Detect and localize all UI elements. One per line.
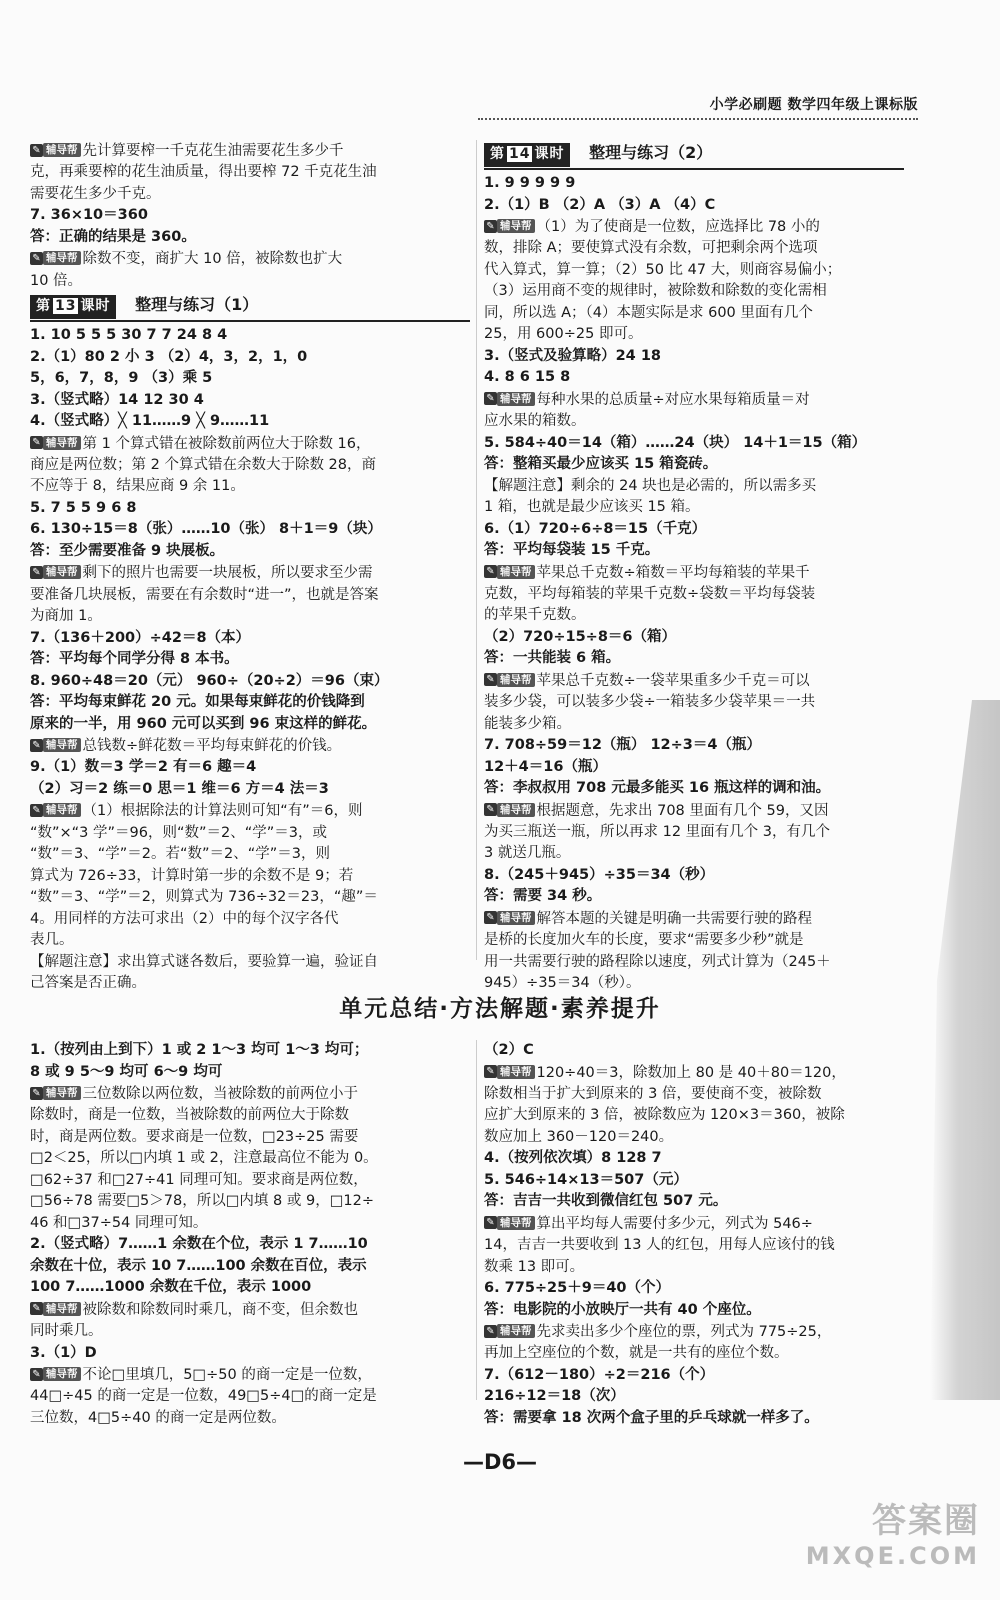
line-text: （3）运用商不变的规律时，被除数和除数的变化需相 — [484, 283, 827, 300]
answer-line — [30, 628, 470, 650]
tutor-icon: ✎ — [30, 1087, 43, 1100]
answer-line — [484, 367, 904, 389]
text-line — [484, 1105, 904, 1127]
line-text: 用一共需要行驶的路程除以速度，列式计算为（245＋ — [484, 953, 831, 970]
text-line — [30, 606, 470, 628]
hint-line — [30, 140, 470, 162]
line-text: 3.（竖式及验算略）24 18 — [484, 347, 662, 364]
line-text: 6. 130÷15＝8（张）……10（张） 8＋1＝9（块） — [30, 521, 382, 538]
answer-line — [30, 1062, 470, 1084]
line-text: 数，排除 A；要使算式没有余数，可把剩余两个选项 — [484, 240, 818, 257]
column-divider-top — [476, 140, 477, 960]
tutor-icon: ✎ — [30, 144, 43, 157]
watermark-line1: 答案圈 — [872, 1501, 980, 1541]
line-text: 8.（245＋945）÷35＝34（秒） — [484, 866, 715, 883]
answer-line — [484, 865, 904, 887]
line-text: 要准备几块展板，需要在有余数时“进一”，也就是答案 — [30, 586, 379, 603]
tutor-badge-label: 辅导帮 — [497, 392, 535, 406]
answer-line — [484, 346, 904, 368]
text-line — [484, 605, 904, 627]
answer-line — [484, 735, 904, 757]
line-text: 是桥的长度加火车的长度，要求“需要多少秒”就是 — [484, 932, 804, 948]
text-line — [484, 1084, 904, 1106]
hint-line — [484, 908, 904, 930]
header-title: 小学必刷题 数学四年级上课标版 — [709, 97, 918, 113]
line-text: 3.（1）D — [30, 1344, 97, 1361]
tutor-icon: ✎ — [30, 1368, 43, 1381]
line-text: 不论□里填几，5□÷50 的商一定是一位数， — [82, 1366, 372, 1383]
text-line — [484, 843, 904, 865]
line-text: 代入算式，算一算；（2）50 比 47 大，则商容易偏小； — [484, 261, 842, 278]
tutor-icon: ✎ — [30, 566, 43, 579]
line-text: 3 就送几瓶。 — [484, 845, 571, 862]
answer-line — [30, 692, 470, 714]
text-line — [30, 887, 470, 909]
line-text: 为商加 1。 — [30, 608, 102, 624]
tutor-badge-label: 辅导帮 — [43, 143, 81, 157]
answer-line — [30, 779, 470, 801]
line-text: 945）÷35＝34（秒）。 — [484, 975, 641, 991]
line-text: 解答本题的关键是明确一共需要行驶的路程 — [536, 910, 812, 927]
answer-line — [30, 390, 470, 412]
text-line — [30, 1170, 470, 1192]
line-text: 6. 775÷25＋9＝40（个） — [484, 1280, 671, 1296]
line-text: 6.（1）720÷6÷8＝15（千克） — [484, 520, 707, 537]
text-line — [30, 455, 470, 477]
tutor-badge — [484, 670, 535, 692]
watermark-logo — [806, 1493, 980, 1570]
line-text: 4. 8 6 15 8 — [484, 369, 571, 386]
line-text: 5. 546÷14×13＝507（元） — [484, 1171, 688, 1188]
line-text: 算出平均每人需要付多少元，列式为 546÷ — [536, 1215, 813, 1232]
line-text: 己答案是否正确。 — [30, 975, 146, 991]
line-text: 总钱数÷鲜花数＝平均每束鲜花的价钱。 — [82, 737, 342, 754]
line-text: 1.（按列由上到下）1 或 2 1～3 均可 1～3 均可； — [30, 1042, 369, 1058]
answer-line — [30, 519, 470, 541]
tutor-badge — [30, 433, 81, 455]
answer-line — [484, 195, 904, 217]
hint-line — [30, 1083, 470, 1105]
line-text: 根据题意，先求出 708 里面有几个 59，又因 — [536, 802, 829, 819]
answer-line — [30, 1343, 470, 1365]
line-text: 先求卖出多少个座位的票，列式为 775÷25， — [536, 1323, 832, 1340]
hint-line — [30, 248, 470, 270]
left-col-lines-b — [30, 325, 470, 995]
line-text: 答：吉吉一共收到微信红包 507 元。 — [484, 1193, 728, 1210]
line-text: 100 7……1000 余数在千位，表示 1000 — [30, 1279, 312, 1296]
answer-line — [484, 173, 904, 195]
line-text: 商应是两位数；第 2 个算式错在余数大于除数 28，商 — [30, 456, 377, 473]
line-text: 7.（136＋200）÷42＝8（本） — [30, 629, 251, 646]
line-text: □62÷37 和□27÷41 同理可知。要求商是两位数， — [30, 1171, 368, 1188]
line-text: 7. 708÷59＝12（瓶） 12÷3＝4（瓶） — [484, 737, 761, 753]
text-line — [484, 930, 904, 952]
left-column — [30, 140, 470, 995]
answer-line — [484, 1148, 904, 1170]
tutor-badge-label: 辅导帮 — [497, 1065, 535, 1079]
text-line — [484, 1257, 904, 1279]
answer-line — [30, 498, 470, 520]
line-text: 苹果总千克数÷箱数＝平均每箱装的苹果千 — [536, 564, 810, 581]
text-line — [30, 1213, 470, 1235]
line-text: 答：平均每束鲜花 20 元。如果每束鲜花的价钱降到 — [30, 694, 365, 710]
tutor-icon: ✎ — [484, 1216, 497, 1229]
line-text: 剩下的照片也需要一块展板，所以要求至少需 — [82, 565, 373, 581]
line-text: 为买三瓶送一瓶，所以再求 12 里面有几个 3，有几个 — [484, 823, 831, 840]
lesson-13-title: 整理与练习（1） — [135, 295, 259, 314]
text-line — [30, 1386, 470, 1408]
answer-line — [30, 671, 470, 693]
line-text: 4。用同样的方法可求出（2）中的每个汉字各代 — [30, 910, 339, 927]
line-text: 能装多少箱。 — [484, 715, 571, 732]
line-text: 应扩大到原来的 3 倍，被除数应为 120×3＝360，被除 — [484, 1107, 845, 1124]
answer-line — [484, 648, 904, 670]
right-col-lines — [484, 173, 904, 995]
bottom-right-column — [484, 1040, 904, 1429]
tutor-badge-label: 辅导帮 — [497, 1216, 535, 1230]
line-text: 216÷12＝18（次） — [484, 1388, 625, 1405]
answer-line — [484, 1278, 904, 1300]
tutor-badge — [30, 1083, 81, 1105]
lesson-14-header — [484, 142, 904, 170]
tutor-badge — [484, 562, 535, 584]
tutor-badge-label: 辅导帮 — [43, 436, 81, 450]
answer-line — [484, 1300, 904, 1322]
lesson-13-header — [30, 294, 470, 322]
line-text: 先计算要榨一千克花生油需要花生多少千 — [82, 142, 344, 159]
line-text: 【解题注意】求出算式谜各数后，要验算一遍，验证自 — [30, 953, 378, 970]
tutor-badge-label: 辅导帮 — [497, 911, 535, 925]
hint-line — [30, 735, 470, 757]
hint-line — [484, 800, 904, 822]
answer-line — [484, 1170, 904, 1192]
line-text: 苹果总千克数÷一袋苹果重多少千克＝可以 — [536, 672, 810, 689]
tutor-icon: ✎ — [484, 392, 497, 405]
tutor-icon: ✎ — [484, 1325, 497, 1338]
text-line — [30, 1105, 470, 1127]
hint-line — [484, 1321, 904, 1343]
tutor-badge — [30, 735, 81, 757]
text-line — [30, 844, 470, 866]
line-text: 1. 10 5 5 5 30 7 7 24 8 4 — [30, 327, 228, 343]
line-text: 10 倍。 — [30, 272, 83, 289]
line-text: 4.（按列依次填）8 128 7 — [484, 1150, 662, 1167]
line-text: 2.（1）80 2 小 3 （2）4，3，2，1，0 — [30, 348, 308, 365]
answer-line — [484, 757, 904, 779]
line-text: 答：一共能装 6 箱。 — [484, 650, 621, 667]
text-line — [484, 260, 904, 282]
line-text: （2）720÷15÷8＝6（箱） — [484, 628, 677, 645]
page-number: —D6— — [462, 1450, 538, 1474]
tutor-badge-label: 辅导帮 — [497, 803, 535, 817]
text-line — [484, 476, 904, 498]
line-text: 三位数，4□5÷40 的商一定是两位数。 — [30, 1409, 286, 1426]
line-text: 除数相当于扩大到原来的 3 倍，要使商不变，被除数 — [484, 1085, 822, 1102]
text-line — [30, 1127, 470, 1149]
line-text: 克数，平均每箱装的苹果千克数÷袋数＝平均每袋装 — [484, 585, 816, 602]
answer-line — [30, 227, 470, 249]
line-text: 答：李叔叔用 708 元最多能买 16 瓶这样的调和油。 — [484, 780, 831, 796]
answer-line — [30, 1040, 470, 1062]
tutor-badge — [30, 140, 81, 162]
answer-line — [30, 347, 470, 369]
line-text: 数应加上 360－120＝240。 — [484, 1128, 674, 1145]
line-text: 8 或 9 5～9 均可 6～9 均可 — [30, 1063, 223, 1080]
hint-line — [30, 1364, 470, 1386]
text-line — [484, 1127, 904, 1149]
tutor-icon: ✎ — [30, 1302, 43, 1315]
text-line — [30, 930, 470, 952]
line-text: 25，用 600÷25 即可。 — [484, 326, 643, 343]
text-line — [30, 952, 470, 974]
line-text: 答：需要拿 18 次两个盒子里的乒乓球就一样多了。 — [484, 1409, 819, 1426]
tutor-icon: ✎ — [30, 436, 43, 449]
section-title: 单元总结·方法解题·素养提升 — [339, 996, 661, 1022]
bottom-left-column — [30, 1040, 470, 1429]
tutor-badge — [484, 1213, 535, 1235]
tutor-badge — [484, 908, 535, 930]
line-text: 7. 36×10＝360 — [30, 207, 148, 224]
tutor-icon: ✎ — [484, 1065, 497, 1078]
hint-line — [484, 670, 904, 692]
header-dotted-rule — [478, 118, 918, 120]
answer-line — [30, 714, 470, 736]
line-text: 2.（1）B （2）A （3）A （4）C — [484, 196, 716, 213]
tutor-badge — [30, 800, 81, 822]
line-text: “数”＝3、“学”＝2。若“数”＝2、“学”＝3，则 — [30, 846, 330, 862]
line-text: 克，再乘要榨的花生油质量，得出要榨 72 千克花生油 — [30, 164, 377, 181]
answer-line — [484, 454, 904, 476]
answer-line — [30, 325, 470, 347]
answer-line — [484, 1191, 904, 1213]
answer-line — [30, 205, 470, 227]
hint-line — [30, 433, 470, 455]
answer-line — [30, 757, 470, 779]
tutor-badge-label: 辅导帮 — [43, 1086, 81, 1100]
line-text: □56÷78 需要□5＞78，所以□内填 8 或 9，□12÷ — [30, 1193, 375, 1210]
hint-line — [484, 389, 904, 411]
answer-line — [30, 1256, 470, 1278]
left-col-lines-a — [30, 140, 470, 292]
tutor-badge-label: 辅导帮 — [43, 1367, 81, 1381]
text-line — [484, 584, 904, 606]
tutor-icon: ✎ — [484, 803, 497, 816]
text-line — [30, 271, 470, 293]
line-text: 的苹果千克数。 — [484, 607, 586, 624]
hint-line — [30, 562, 470, 584]
line-text: 第 1 个算式错在被除数前两位大于除数 16， — [82, 435, 371, 452]
line-text: 原来的一半，用 960 元可以买到 96 束这样的鲜花。 — [30, 715, 377, 732]
tutor-badge-label: 辅导帮 — [43, 738, 81, 752]
line-text: 9.（1）数＝3 学＝2 有＝6 趣＝4 — [30, 759, 257, 776]
answer-line — [484, 627, 904, 649]
lesson-13-tag: 第 13 课时 — [30, 295, 116, 319]
tutor-icon: ✎ — [484, 565, 497, 578]
tutor-badge — [484, 1062, 535, 1084]
edge-decoration — [930, 700, 1000, 1400]
tutor-badge — [30, 1299, 81, 1321]
line-text: 答：平均每个同学分得 8 本书。 — [30, 651, 239, 667]
line-text: 数乘 13 即可。 — [484, 1258, 585, 1275]
text-line — [30, 1191, 470, 1213]
line-text: 答：平均每袋装 15 千克。 — [484, 542, 660, 558]
tutor-badge-label: 辅导帮 — [43, 803, 81, 817]
line-text: （2）C — [484, 1042, 534, 1058]
line-text: 同，所以选 A；（4）本题实际是求 600 里面有几个 — [484, 304, 813, 321]
tutor-icon: ✎ — [484, 673, 497, 686]
line-text: 答：至少需要准备 9 块展板。 — [30, 542, 225, 559]
line-text: 除数时，商是一位数，当被除数的前两位大于除数 — [30, 1107, 349, 1124]
line-text: （2）习＝2 练＝0 思＝1 维＝6 方＝4 法＝3 — [30, 780, 329, 797]
hint-line — [484, 216, 904, 238]
hint-line — [484, 1062, 904, 1084]
text-line — [30, 823, 470, 845]
text-line — [30, 162, 470, 184]
text-line — [484, 324, 904, 346]
line-text: 算式为 726÷33，计算时第一步的余数不是 9；若 — [30, 867, 354, 884]
lesson-14-tag: 第 14 课时 — [484, 143, 570, 167]
answer-line — [30, 411, 470, 433]
right-column — [484, 140, 904, 995]
tutor-icon: ✎ — [30, 252, 43, 265]
answer-line — [30, 541, 470, 563]
text-line — [484, 714, 904, 736]
line-text: 答：电影院的小放映厅一共有 40 个座位。 — [484, 1301, 761, 1318]
line-text: 应水果的箱数。 — [484, 413, 586, 429]
answer-line — [484, 1386, 904, 1408]
line-text: 5，6，7，8，9 （3）乘 5 — [30, 370, 213, 386]
text-line — [484, 1235, 904, 1257]
line-text: “数”＝3、“学”＝2，则算式为 736÷32＝23，“趣”＝ — [30, 889, 378, 905]
line-text: 12＋4＝16（瓶） — [484, 758, 607, 775]
line-text: 答：正确的结果是 360。 — [30, 228, 196, 245]
text-line — [30, 585, 470, 607]
tutor-badge-label: 辅导帮 — [497, 1324, 535, 1338]
line-text: 表几。 — [30, 932, 74, 948]
tutor-badge — [30, 1364, 81, 1386]
line-text: 3.（竖式略）14 12 30 4 — [30, 391, 204, 408]
line-text: 答：整箱买最少应该买 15 箱瓷砖。 — [484, 456, 718, 472]
answer-line — [484, 1365, 904, 1387]
lesson-14-title: 整理与练习（2） — [589, 143, 713, 162]
hint-line — [484, 562, 904, 584]
text-line — [484, 822, 904, 844]
tutor-badge-label: 辅导帮 — [497, 219, 535, 233]
line-text: 同时乘几。 — [30, 1323, 103, 1339]
text-line — [484, 238, 904, 260]
line-text: 三位数除以两位数，当被除数的前两位小于 — [82, 1085, 358, 1102]
text-line — [484, 281, 904, 303]
line-text: 除数不变，商扩大 10 倍，被除数也扩大 — [82, 251, 343, 267]
line-text: 被除数和除数同时乘几，商不变，但余数也 — [82, 1301, 358, 1318]
line-text: “数”×“3 学”＝96，则“数”＝2、“学”＝3，或 — [30, 824, 327, 841]
text-line — [30, 476, 470, 498]
answer-line — [484, 540, 904, 562]
line-text: 120÷40＝3，除数加上 80 是 40＋80＝120， — [536, 1064, 846, 1081]
hint-line — [30, 1299, 470, 1321]
line-text: 46 和□37÷54 同理可知。 — [30, 1214, 208, 1231]
answer-line — [484, 519, 904, 541]
answer-line — [484, 433, 904, 455]
text-line — [484, 952, 904, 974]
line-text: 5. 584÷40＝14（箱）……24（块） 14＋1＝15（箱） — [484, 434, 867, 451]
answer-line — [30, 1277, 470, 1299]
text-line — [484, 692, 904, 714]
answer-line — [484, 1040, 904, 1062]
line-text: 装多少袋，可以装多少袋÷一箱装多少袋苹果＝一共 — [484, 694, 816, 710]
tutor-badge-label: 辅导帮 — [43, 565, 81, 579]
text-line — [484, 1343, 904, 1365]
text-line — [30, 866, 470, 888]
tutor-badge-label: 辅导帮 — [43, 251, 81, 265]
line-text: 再加上空座位的个数，就是一共有的座位个数。 — [484, 1345, 789, 1362]
line-text: 1. 9 9 9 9 9 — [484, 175, 576, 191]
text-line — [484, 497, 904, 519]
text-line — [484, 303, 904, 325]
line-text: 不应等于 8，结果应商 9 余 11。 — [30, 478, 245, 495]
line-text: 【解题注意】剩余的 24 块也是必需的，所以需多买 — [484, 477, 817, 494]
tutor-badge-label: 辅导帮 — [497, 565, 535, 579]
answer-line — [30, 649, 470, 671]
text-line — [30, 1321, 470, 1343]
line-text: 2.（竖式略）7……1 余数在个位，表示 1 7……10 — [30, 1236, 368, 1253]
text-line — [30, 1408, 470, 1430]
line-text: 1 箱，也就是最少应该买 15 箱。 — [484, 499, 700, 515]
line-text: 余数在十位，表示 10 7……100 余数在百位，表示 — [30, 1257, 367, 1274]
line-text: 时，商是两位数。要求商是一位数，□23÷25 需要 — [30, 1128, 359, 1145]
line-text: 每种水果的总质量÷对应水果每箱质量＝对 — [536, 391, 810, 408]
line-text: 4.（竖式略）╳ 11……9 ╳ 9……11 — [30, 413, 270, 429]
tutor-badge-label: 辅导帮 — [43, 1302, 81, 1316]
line-text: （1）根据除法的计算法则可知“有”＝6，则 — [82, 803, 363, 819]
line-text: 8. 960÷48＝20（元） 960÷（20÷2）＝96（束） — [30, 672, 389, 689]
tutor-badge — [484, 389, 535, 411]
tutor-badge-label: 辅导帮 — [497, 673, 535, 687]
answer-line — [484, 886, 904, 908]
line-text: 7.（612－180）÷2＝216（个） — [484, 1366, 715, 1383]
line-text: 5. 7 5 5 9 6 8 — [30, 499, 137, 516]
watermark-line2: MXQE.COM — [805, 1542, 980, 1570]
text-line — [30, 1148, 470, 1170]
tutor-badge — [30, 562, 81, 584]
tutor-badge — [484, 1321, 535, 1343]
answer-line — [484, 1408, 904, 1430]
tutor-icon: ✎ — [30, 804, 43, 817]
tutor-icon: ✎ — [484, 220, 497, 233]
tutor-icon: ✎ — [30, 739, 43, 752]
column-divider-bottom — [476, 1040, 477, 1400]
line-text: 44□÷45 的商一定是一位数，49□5÷4□的商一定是 — [30, 1388, 377, 1405]
hint-line — [484, 1213, 904, 1235]
text-line — [30, 184, 470, 206]
line-text: □2＜25，所以□内填 1 或 2，注意最高位不能为 0。 — [30, 1150, 378, 1167]
answer-line — [484, 778, 904, 800]
line-text: 需要花生多少千克。 — [30, 185, 161, 202]
line-text: 答：需要 34 秒。 — [484, 888, 602, 905]
hint-line — [30, 800, 470, 822]
line-text: （1）为了使商是一位数，应选择比 78 小的 — [536, 218, 820, 235]
tutor-icon: ✎ — [484, 911, 497, 924]
tutor-badge — [484, 216, 535, 238]
answer-line — [30, 1234, 470, 1256]
line-text: 14，吉吉一共要收到 13 人的红包，用每人应该付的钱 — [484, 1237, 835, 1253]
tutor-badge — [484, 800, 535, 822]
text-line — [484, 411, 904, 433]
text-line — [30, 909, 470, 931]
tutor-badge — [30, 248, 81, 270]
answer-line — [30, 368, 470, 390]
